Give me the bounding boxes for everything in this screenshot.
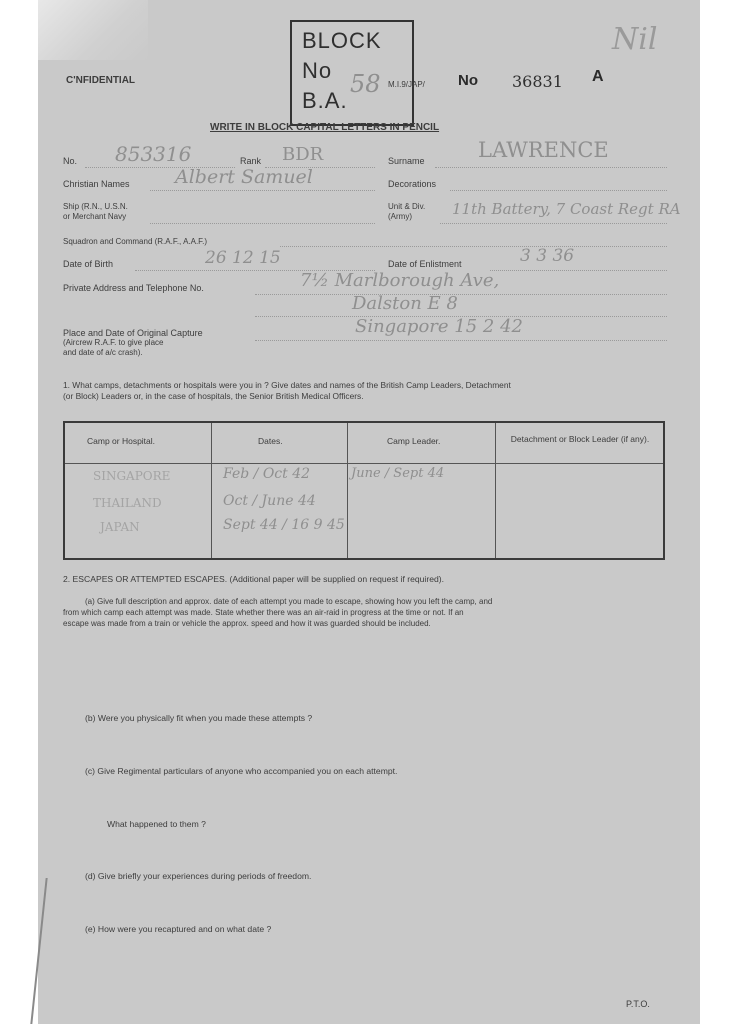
- ship-label-1: Ship (R.N., U.S.N.: [63, 202, 128, 211]
- unit-label-2: (Army): [388, 212, 412, 221]
- capture-rule: [255, 340, 667, 341]
- reference-code: M.I.9/JAP/: [388, 80, 425, 89]
- table-row-2-dates: Oct / June 44: [223, 493, 316, 509]
- ship-rule: [150, 223, 375, 224]
- column-header-detachment: Detachment or Block Leader (if any).: [510, 434, 650, 444]
- rank-label: Rank: [240, 156, 262, 166]
- table-row-3-dates: Sept 44 / 16 9 45: [223, 517, 345, 533]
- section2-a-line3: escape was made from a train or vehicle the approx. speed and how it was guarded should be included.: [63, 619, 431, 628]
- enlistment-label: Date of Enlistment: [388, 259, 462, 269]
- service-number: 853316: [115, 142, 192, 166]
- dob-value: 26 12 15: [205, 248, 281, 268]
- unit-label-1: Unit & Div.: [388, 202, 426, 211]
- camps-table: [63, 421, 665, 560]
- capture-label-2: (Aircrew R.A.F. to give place: [63, 338, 164, 347]
- squadron-label: Squadron and Command (R.A.F., A.A.F.): [63, 237, 208, 246]
- section2-c-followup: What happened to them ?: [107, 819, 206, 829]
- no-label: No.: [63, 156, 78, 166]
- table-row-3-camp: JAPAN: [100, 520, 140, 534]
- confidential-stamp: C'NFIDENTIAL: [66, 75, 136, 86]
- column-header-camp: Camp or Hospital.: [87, 436, 156, 446]
- section1-question-line1: 1. What camps, detachments or hospitals were you in ? Give dates and names of the British Camp Leaders, Detachment: [63, 380, 511, 390]
- serial-suffix: A: [592, 68, 604, 85]
- block-label: BLOCK: [302, 28, 382, 53]
- address-rule-1: [255, 294, 667, 295]
- surname-label: Surname: [388, 156, 425, 166]
- pto-note: P.T.O.: [626, 999, 650, 1009]
- section2-heading: 2. ESCAPES OR ATTEMPTED ESCAPES. (Additional paper will be supplied on request if required).: [63, 574, 444, 584]
- section2-a-line1: (a) Give full description and approx. date of each attempt you made to escape, showing how you left the camp, and: [85, 597, 493, 606]
- nil-annotation: Nil: [612, 22, 658, 57]
- surname-rule: [435, 167, 667, 168]
- section2-e-question: (e) How were you recaptured and on what date ?: [85, 924, 272, 934]
- enlistment-rule: [490, 270, 667, 271]
- dob-label: Date of Birth: [63, 259, 114, 269]
- enlistment-value: 3 3 36: [520, 246, 575, 266]
- section1-question-line2: (or Block) Leaders or, in the case of hospitals, the Senior British Medical Officers.: [63, 391, 364, 401]
- serial-number: 36831: [512, 72, 563, 91]
- table-row-1-dates: Feb / Oct 42: [223, 466, 311, 482]
- christian-names-value: Albert Samuel: [175, 166, 313, 188]
- section2-c-question: (c) Give Regimental particulars of anyone who accompanied you on each attempt.: [85, 766, 398, 776]
- ship-label-2: or Merchant Navy: [63, 212, 127, 221]
- decorations-label: Decorations: [388, 179, 437, 189]
- column-header-leader: Camp Leader.: [387, 436, 441, 446]
- folded-corner: [38, 0, 148, 60]
- address-line-1: 7½ Marlborough Ave,: [300, 270, 500, 291]
- christian-names-rule: [150, 190, 375, 191]
- christian-names-label: Christian Names: [63, 179, 130, 189]
- section2-a-line2: from which camp each attempt was made. State whether there was an air-raid in progress at the time or not. If an: [63, 608, 464, 617]
- address-label: Private Address and Telephone No.: [63, 283, 204, 293]
- block-no-label: No: [302, 58, 333, 83]
- address-line-2: Dalston E 8: [352, 293, 458, 314]
- table-row-1-camp: SINGAPORE: [93, 469, 171, 483]
- column-header-dates: Dates.: [258, 436, 283, 446]
- rank-value: BDR: [282, 144, 324, 165]
- capture-label-3: and date of a/c crash).: [63, 348, 143, 357]
- unit-value: 11th Battery, 7 Coast Regt RA: [452, 200, 681, 218]
- capture-label-1: Place and Date of Original Capture: [63, 328, 203, 338]
- block-ba-label: B.A.: [302, 88, 348, 113]
- squadron-rule: [280, 246, 667, 247]
- unit-rule: [440, 223, 667, 224]
- section2-d-question: (d) Give briefly your experiences during periods of freedom.: [85, 871, 312, 881]
- capture-value: Singapore 15 2 42: [355, 316, 523, 337]
- instruction-heading: WRITE IN BLOCK CAPITAL LETTERS IN PENCIL: [210, 122, 440, 133]
- surname-value: LAWRENCE: [478, 138, 609, 162]
- table-row-1-leader: June / Sept 44: [351, 466, 445, 481]
- number-label: No: [458, 72, 478, 89]
- section2-b-question: (b) Were you physically fit when you made these attempts ?: [85, 713, 313, 723]
- decorations-rule: [450, 190, 667, 191]
- block-number: 58: [350, 70, 381, 98]
- table-row-2-camp: THAILAND: [93, 496, 162, 510]
